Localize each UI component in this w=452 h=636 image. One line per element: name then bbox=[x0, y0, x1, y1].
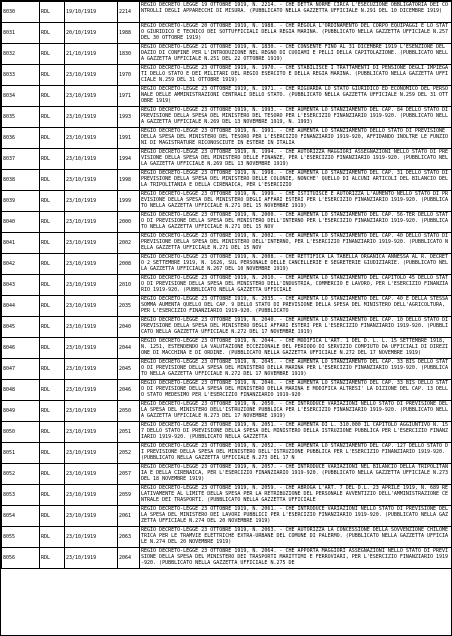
act-type: RDL bbox=[40, 296, 65, 317]
act-description-text: REGIO DECRETO-LEGGE 23 OTTOBRE 1919, N. 2008. - CHE RETTIFICA LA TABELLA ORGANICA ANNESSA AL R. DECRETO 2 SETTEMBRE 1919, N. 1626, SUL PERSONALE DELLE CANCELLERIE E SEGRETERIE GIUDIZIARIE. (PUBBLICATO NELLA GAZZETTA UFFICIALE N.267 DEL 10 NOVEMBRE 1919) bbox=[141, 254, 449, 272]
table-row bbox=[2, 233, 452, 254]
act-description bbox=[140, 2, 452, 23]
table-row bbox=[2, 107, 452, 128]
table-row bbox=[2, 65, 452, 86]
act-number: 2000 bbox=[118, 212, 140, 233]
act-type: RDL bbox=[40, 485, 65, 506]
table-row bbox=[2, 548, 452, 569]
act-description-text: REGIO DECRETO-LEGGE 23 OTTOBRE 1919, N. 1993. - CHE AUMENTA LO STANZIAMENTO DEL CAP. 84 DELLO STATO DI PREVISIONE DELLA SPESA DEL MINISTERO DEL TESORO PER L'ESERCIZIO FINANZIARIO 1919-920. (PUBBLICATO NELLA GAZZETTA UFFICIALE N.269 DEL 13 NOVEMBRE 1919, N. 1993) bbox=[141, 107, 449, 125]
act-description-text: REGIO DECRETO-LEGGE 23 OTTOBRE 1919, N. 1970. - CHE STABILISCE I TRATTAMENTI DI PENSIONE DEGLI IMPIEGATI DELLO STATO E DEI MILITARI DEL REGIO ESERCITO E DELLA REGIA MARINA. (PUBBLICATO NELLA GAZZETTA UFFICIALE N.259 DEL 31 OTTOBRE 1919) bbox=[141, 65, 449, 83]
act-description bbox=[140, 191, 452, 212]
act-number: 1999 bbox=[118, 191, 140, 212]
act-description-text: REGIO DECRETO-LEGGE 23 OTTOBRE 1919, N. 2059. - CHE ABROGA L'ART. 7 DEL D.L. 23 APRILE 1919, N. 689 RELATIVAMENTE AL LIMITE DELLA SPESA PER LA RETRIBUZIONE DEL PERSONALE AVVENTIZIO DELL'AMMINISTRAZIONE CENTRALE DEI TRASPORTI. (PUBBLICATO NELLA GAZZETTA UFFICIALE bbox=[141, 485, 449, 503]
act-number: 2035 bbox=[118, 296, 140, 317]
act-type: RDL bbox=[40, 443, 65, 464]
table-row bbox=[2, 527, 452, 548]
act-description-text: REGIO DECRETO-LEGGE 23 OTTOBRE 1919, N. 2035. - CHE AUMENTA LO STANZIAMENTO DEL CAP. 40 E DELLA STESSA SOMMA AUMENTA QUELLO DEL CAP. 9 DELLO STATO DI PREVISIONE DELLA SPESA DEL MINISTERO DELL'AGRICOLTURA, PER L'ESERCIZIO FINANZIARIO 1919-920. (PUBBLICATO bbox=[141, 296, 449, 314]
row-number: 8035 bbox=[2, 107, 40, 128]
row-number: 8049 bbox=[2, 401, 40, 422]
row-number: 8047 bbox=[2, 359, 40, 380]
row-number: 8037 bbox=[2, 149, 40, 170]
act-date: 23/10/1919 bbox=[65, 527, 118, 548]
act-description-text: REGIO DECRETO-LEGGE 23 OTTOBRE 1919, N. 2063. - CHE AUTORIZZA LA CONCESSIONE DELLA SOVVENZIONE CHILOMETRICA PER LE TRAMVIE ELETTRICHE EXTRA-URBANE DEL COMUNE DI PALERMO. (PUBBLICATO NELLA GAZZETTA UFFICIALE N.274 DEL 20 NOVEMBRE 1919) bbox=[141, 527, 449, 545]
act-type: RDL bbox=[40, 170, 65, 191]
row-number: 8031 bbox=[2, 23, 40, 44]
table-row bbox=[2, 317, 452, 338]
act-description-text: REGIO DECRETO-LEGGE 23 OTTOBRE 1919, N. 1999. - CHE ISTITUISCE E AUTORIZZA L'AUMENTO NELLO STATO DI PREVISIONE DELLA SPESA DEL MINISTERO DEGLI AFFARI ESTERI PER L'ESERCIZIO FINANZIARIO 1919-920. (PUBBLICATO NELLA GAZZETTA UFFICIALE N.271 DEL 15 NOVEMBRE 1919) bbox=[141, 191, 449, 209]
act-description bbox=[140, 443, 452, 464]
row-number: 8056 bbox=[2, 548, 40, 569]
act-type: RDL bbox=[40, 86, 65, 107]
act-date: 23/10/1919 bbox=[65, 296, 118, 317]
table-row bbox=[2, 212, 452, 233]
act-type: RDL bbox=[40, 65, 65, 86]
act-number: 2061 bbox=[118, 506, 140, 527]
table-row bbox=[2, 170, 452, 191]
act-description bbox=[140, 422, 452, 443]
table-row bbox=[2, 401, 452, 422]
act-number: 2059 bbox=[118, 485, 140, 506]
act-description-text: REGIO DECRETO-LEGGE 23 OTTOBRE 1919, N. 2000. - CHE AUMENTA LO STANZIAMENTO DEL CAP. 56-TER DELLO STATO DI PREVISIONE DELLA SPESA DEL MINISTERO DELL'INTERNO PER L'ESERCIZIO FINANZIARIO 1919-920. (PUBBLICATO NELLA GAZZETTA UFFICIALE N.271 DEL 15 NOV bbox=[141, 212, 449, 230]
act-description bbox=[140, 296, 452, 317]
act-number: 2046 bbox=[118, 380, 140, 401]
act-description bbox=[140, 485, 452, 506]
act-description-text: REGIO DECRETO-LEGGE 23 OTTOBRE 1919, N. 2061. - CHE INTRODUCE VARIAZIONI NELLO STATO DI PREVISIONE DELLA SPESA DEL MINISTERO DEI LAVORI PUBBLICI PER L'ESERCIZIO FINANZIARIO 1919-920. (PUBBLICATO NELLA GAZZETTA UFFICIALE N.274 DEL 20 NOVEMBRE 1919) bbox=[141, 506, 449, 524]
legislation-table bbox=[1, 1, 452, 569]
act-date: 23/10/1919 bbox=[65, 338, 118, 359]
table-row bbox=[2, 128, 452, 149]
act-description bbox=[140, 212, 452, 233]
table-row bbox=[2, 338, 452, 359]
act-description bbox=[140, 170, 452, 191]
act-date: 20/10/1919 bbox=[65, 23, 118, 44]
row-number: 8043 bbox=[2, 275, 40, 296]
row-number: 8054 bbox=[2, 506, 40, 527]
act-date: 23/10/1919 bbox=[65, 233, 118, 254]
row-number: 8034 bbox=[2, 86, 40, 107]
act-number: 2063 bbox=[118, 527, 140, 548]
act-date: 23/10/1919 bbox=[65, 191, 118, 212]
row-number: 8039 bbox=[2, 191, 40, 212]
act-date: 23/10/1919 bbox=[65, 275, 118, 296]
act-date: 23/10/1919 bbox=[65, 254, 118, 275]
row-number: 8052 bbox=[2, 464, 40, 485]
act-description bbox=[140, 359, 452, 380]
act-description bbox=[140, 107, 452, 128]
act-date: 23/10/1919 bbox=[65, 548, 118, 569]
act-description-text: REGIO DECRETO-LEGGE 23 OTTOBRE 1919, N. 2050. - CHE INTRODUCE VARIAZIONI NELLO STATO DI PREVISIONE DELLA SPESA DEL MINISTERO DELL'ISTRUZIONE PUBBLICA PER L'ESERCIZIO FINANZIARIO 1919-920. (PUBBLICATO NELLA GAZZETTA UFFICIALE N.273 DEL 17 NOVEMBRE 1919) bbox=[141, 401, 449, 419]
act-type: RDL bbox=[40, 338, 65, 359]
act-date: 23/10/1919 bbox=[65, 86, 118, 107]
act-description bbox=[140, 506, 452, 527]
act-date: 23/10/1919 bbox=[65, 317, 118, 338]
act-number: 1991 bbox=[118, 128, 140, 149]
act-date: 23/10/1919 bbox=[65, 422, 118, 443]
act-number: 2214 bbox=[118, 2, 140, 23]
act-number: 2052 bbox=[118, 443, 140, 464]
act-type: RDL bbox=[40, 2, 65, 23]
row-number: 8050 bbox=[2, 422, 40, 443]
act-description bbox=[140, 233, 452, 254]
act-description-text: REGIO DECRETO LEGGE 19 OTTOBRE 1919, N. 2214. - CHE DETTA NORME CIRCA L'ESECUZIONE OBBLIGATORIA DEI CONTROLLI DEGLI APPARECCHI DI MISURA. (PUBBLICATO NELLA GAZZETTA UFFICIALE N.291 DEL 10 DICEMBRE 1919) bbox=[141, 2, 449, 14]
table-row bbox=[2, 254, 452, 275]
act-description bbox=[140, 149, 452, 170]
act-description bbox=[140, 380, 452, 401]
act-number: 1988 bbox=[118, 23, 140, 44]
act-description-text: REGIO DECRETO-LEGGE 23 OTTOBRE 1919, N. 2052. - CHE AUMENTA LO STANZIAMENTO DEL CAP. 127 DELLO STATO DI PREVISIONE DELLA SPESA DEL MINISTERO DELL'ISTRUZIONE PUBBLICA PER L'ESERCIZIO FINANZIARIO 1919-920. (PUBBLICATO NELLA GAZZETTA UFFICIALE N.273 DEL 17 N bbox=[141, 443, 449, 461]
act-description bbox=[140, 128, 452, 149]
act-date: 23/10/1919 bbox=[65, 506, 118, 527]
act-number: 2040 bbox=[118, 317, 140, 338]
table-row bbox=[2, 2, 452, 23]
act-description-text: REGIO DECRETO-LEGGE 23 OTTOBRE 1919, N. 1971. - CHE RIGUARDA LO STATO GIURIDICO ED ECONOMICO DEL PERSONALE DELLE AMMINISTRAZIONI CENTRALI DELLO STATO. (PUBBLICATO NELLA GAZZETTA UFFICIALE N.259 DEL 31 OTTOBRE 1919) bbox=[141, 86, 449, 104]
act-description-text: REGIO DECRETO-LEGGE 23 OTTOBRE 1919, N. 2002. - CHE AUMENTA LO STANZIAMENTO DEL CAP. 40 DELLO STATO DI PREVISIONE DELLA SPESA DEL MINISTERO DELL'INTERNO, PER L'ESERCIZIO FINANZIARIO 1919-920. (PUBBLICATO NELLA GAZZETTA UFFICIALE N.271 DEL 15 NOV bbox=[141, 233, 449, 251]
act-date: 23/10/1919 bbox=[65, 485, 118, 506]
table-row bbox=[2, 44, 452, 65]
act-description-text: REGIO DECRETO-LEGGE 20 OTTOBRE 1919, N. 1988. - CHE REGOLA L'ORDINAMENTO DEL CORPO EQUIPAGGI E LO STATO GIURIDICO E TECNICO DEI SOTTUFFICIALI DELLA REGIA MARINA. (PUBBLICATO NELLA GAZZETTA UFFICIALE N.257 DEL 30 OTTOBRE 1919) bbox=[141, 23, 449, 41]
row-number: 8048 bbox=[2, 380, 40, 401]
act-date: 19/10/1919 bbox=[65, 2, 118, 23]
act-date: 23/10/1919 bbox=[65, 128, 118, 149]
act-date: 23/10/1919 bbox=[65, 380, 118, 401]
row-number: 8045 bbox=[2, 317, 40, 338]
table-row bbox=[2, 191, 452, 212]
table-row bbox=[2, 485, 452, 506]
act-number: 1993 bbox=[118, 107, 140, 128]
act-description bbox=[140, 254, 452, 275]
row-number: 8042 bbox=[2, 254, 40, 275]
act-description bbox=[140, 65, 452, 86]
act-description-text: REGIO DECRETO-LEGGE 23 OTTOBRE 1919, N. 2010. - CHE AUMENTA LO STANZIAMENTO DEL CAPITOLO 45 DELLO STATO DI PREVISIONE DELLA SPESA DEL MINISTERO DELL'INDUSTRIA, COMMERCIO E LAVORO, PER L'ESERCIZIO FINANZIARIO 1919-920. (PUBBLICATO NELLA GAZZETTA UFFICIALE bbox=[141, 275, 449, 293]
act-description bbox=[140, 44, 452, 65]
act-type: RDL bbox=[40, 401, 65, 422]
act-description bbox=[140, 86, 452, 107]
act-date: 23/10/1919 bbox=[65, 443, 118, 464]
act-date: 23/10/1919 bbox=[65, 212, 118, 233]
row-number: 8046 bbox=[2, 338, 40, 359]
act-date: 23/10/1919 bbox=[65, 359, 118, 380]
act-description bbox=[140, 23, 452, 44]
act-number: 1998 bbox=[118, 170, 140, 191]
act-type: RDL bbox=[40, 548, 65, 569]
table-row bbox=[2, 464, 452, 485]
act-number: 1994 bbox=[118, 149, 140, 170]
act-type: RDL bbox=[40, 23, 65, 44]
act-type: RDL bbox=[40, 191, 65, 212]
act-description bbox=[140, 275, 452, 296]
row-number: 8041 bbox=[2, 233, 40, 254]
act-type: RDL bbox=[40, 380, 65, 401]
row-number: 8040 bbox=[2, 212, 40, 233]
act-description-text: REGIO DECRETO-LEGGE 23 OTTOBRE 1919, N. 2064. - CHE APPORTA MAGGIORI ASSEGNAZIONI NELLO STATO DI PREVISIONE DELLA SPESA DEL MINISTERO DEI TRASPORTI MARITTIMI E FERROVIARI, PER L'ESERCIZIO FINANZIARIO 1919-920. (PUBBLICATO NELLA GAZZETTA UFFICIALE N.275 DE bbox=[141, 548, 449, 566]
act-description bbox=[140, 548, 452, 569]
table-row bbox=[2, 275, 452, 296]
table-row bbox=[2, 443, 452, 464]
act-number: 1830 bbox=[118, 44, 140, 65]
table-row bbox=[2, 422, 452, 443]
act-description-text: REGIO DECRETO-LEGGE 23 OTTOBRE 1919, N. 1991. - CHE AUMENTA LO STANZIAMENTO DELLO STATO DI PREVISIONE DELLA SPESA DEL MINISTERO DEL TESORO PER L'ESERCIZIO FINANZIARIO 1919-920, AFFIDANDO INOLTRE LE FUNZIONI DI MAGISTRATURE RICONOSCIUTE IN ESTERE IN ITALIA bbox=[141, 128, 449, 146]
act-type: RDL bbox=[40, 128, 65, 149]
act-number: 1971 bbox=[118, 86, 140, 107]
row-number: 8032 bbox=[2, 44, 40, 65]
row-number: 8033 bbox=[2, 65, 40, 86]
act-date: 23/10/1919 bbox=[65, 401, 118, 422]
act-number: 2051 bbox=[118, 422, 140, 443]
act-type: RDL bbox=[40, 233, 65, 254]
act-description bbox=[140, 401, 452, 422]
act-type: RDL bbox=[40, 422, 65, 443]
act-number: 2057 bbox=[118, 464, 140, 485]
row-number: 8053 bbox=[2, 485, 40, 506]
act-date: 23/10/1919 bbox=[65, 107, 118, 128]
act-number: 2008 bbox=[118, 254, 140, 275]
act-type: RDL bbox=[40, 254, 65, 275]
act-description-text: REGIO DECRETO-LEGGE 23 OTTOBRE 1919, N. 1998. - CHE AUMENTA LO STANZIAMENTO DEL CAP. 31 DELLO STATO DI PREVISIONE DELLA SPESA DEL MINISTERO DELLE COLONIE, NONCHE' QUELLO DI ALCUNI ARTICOLI DEL BILANCIO DELLA TRIPOLITANIA E DELLA CIRENAICA, PER L'ESERCIZIO bbox=[141, 170, 449, 188]
act-description-text: REGIO DECRETO-LEGGE 23 OTTOBRE 1919, N. 2051. - CHE AUMENTA DI L. 310.000 IL CAPITOLO AGGIUNTIVO N. 157 DELLO STATO DI PREVISIONE DELLA SPESA DEL MINISTERO DELLA ISTRUZIONE PUBBLICA PER L'ESERCIZIO FINANZIARIO 1919-920. (PUBBLICATO NELLA GAZZETTA bbox=[141, 422, 449, 440]
act-date: 23/10/1919 bbox=[65, 65, 118, 86]
act-type: RDL bbox=[40, 275, 65, 296]
table-body bbox=[2, 2, 452, 569]
row-number: 8044 bbox=[2, 296, 40, 317]
row-number: 8051 bbox=[2, 443, 40, 464]
act-number: 2044 bbox=[118, 338, 140, 359]
act-number: 2045 bbox=[118, 359, 140, 380]
row-number: 8036 bbox=[2, 128, 40, 149]
act-number: 2050 bbox=[118, 401, 140, 422]
row-number: 8055 bbox=[2, 527, 40, 548]
table-row bbox=[2, 359, 452, 380]
act-type: RDL bbox=[40, 317, 65, 338]
act-number: 2010 bbox=[118, 275, 140, 296]
act-number: 1970 bbox=[118, 65, 140, 86]
table-row bbox=[2, 296, 452, 317]
act-number: 2064 bbox=[118, 548, 140, 569]
act-description bbox=[140, 338, 452, 359]
act-type: RDL bbox=[40, 464, 65, 485]
table-row bbox=[2, 86, 452, 107]
act-description-text: REGIO DECRETO-LEGGE 23 OTTOBRE 1919, N. 2040. - CHE AUMENTA LO STANZIAMENTO DEL CAP. 10 DELLO STATO DI PREVISIONE DELLA SPESA DEL MINISTERO DEGLI AFFARI ESTERI PER L'ESERCIZIO FINANZIARIO 1919-920. (PUBBLICATO NELLA GAZZETTA UFFICIALE N.272 DEL 17 NOVEMBRE 1919) bbox=[141, 317, 449, 335]
act-description-text: REGIO DECRETO-LEGGE 23 OTTOBRE 1919, N. 2044. - CHE MODIFICA L'ART. 1 DEL D. L. L. 15 SETTEMBRE 1918, N. 1251, ESTENDENDO LA VALUTAZIONE ECCEZIONALE DEL PERIODO DI SERVIZIO COMPIUTO DA UFFICIALI DI DIREZIONE DI MACCHINA E DI ORDINE. (PUBBLICATO NELLA GAZZETTA UFFICIALE N.272 DEL 17 NOVEMBRE 1919) bbox=[141, 338, 449, 356]
table-row bbox=[2, 23, 452, 44]
act-date: 23/10/1919 bbox=[65, 149, 118, 170]
act-type: RDL bbox=[40, 506, 65, 527]
row-number: 8038 bbox=[2, 170, 40, 191]
table-row bbox=[2, 380, 452, 401]
row-number: 8030 bbox=[2, 2, 40, 23]
act-description-text: REGIO DECRETO-LEGGE 23 OTTOBRE 1919, N. 2046. - CHE AUMENTA LO STANZIAMENTO DEL CAP. 33 BIS DELLO STATO DI PREVISIONE DELLA SPESA DEL MINISTERO DELLA MARINA E MODIFICA ALTRESI' LA DIZIONE DEL CAP. 13 DELLO STATO MEDESIMO PER L'ESERCIZIO FINANZIARIO 1919-920 bbox=[141, 380, 449, 398]
act-description-text: REGIO DECRETO-LEGGE 23 OTTOBRE 1919, N. 2057. - CHE INTRODUCE VARIAZIONI NEL BILANCIO DELLA TRIPOLITANIA E DELLA CIRENAICA, PER L'ESERCIZIO FINANZIARIO 1919-920. (PUBBLICATO NELLA GAZZETTA UFFICIALE N.273 DEL 18 NOVEMBRE 1919) bbox=[141, 464, 449, 482]
act-date: 23/10/1919 bbox=[65, 464, 118, 485]
act-type: RDL bbox=[40, 107, 65, 128]
act-description bbox=[140, 527, 452, 548]
act-type: RDL bbox=[40, 212, 65, 233]
table-row bbox=[2, 149, 452, 170]
table-row bbox=[2, 506, 452, 527]
act-description-text: REGIO DECRETO-LEGGE 23 OTTOBRE 1919, N. 1994. - CHE AUTORIZZA MAGGIORI ASSEGNAZIONI NELLO STATO DI PREVISIONE DELLA SPESA DEL MINISTERO DELLE FINANZE, PER L'ESERCIZIO FINANZIARIO 1919-920. (PUBBLICATO NELLA GAZZETTA UFFICIALE N.269 DEL 13 NOVEMBRE 1919) bbox=[141, 149, 449, 167]
act-type: RDL bbox=[40, 527, 65, 548]
act-type: RDL bbox=[40, 149, 65, 170]
act-type: RDL bbox=[40, 44, 65, 65]
act-description bbox=[140, 464, 452, 485]
act-description-text: REGIO DECRETO-LEGGE 23 OTTOBRE 1919, N. 2045. - CHE AUMENTA LO STANZIAMENTO DEL CAP. 33 BIS DELLO STATO DI PREVISIONE DELLA SPESA DEL MINISTERO DELLA MARINA PER L'ESERCIZIO FINANZIARIO 1919-920. (PUBBLICATO NELLA GAZZETTA UFFICIALE N.272 DEL 17 NOVEMBRE 1919) bbox=[141, 359, 449, 377]
act-number: 2002 bbox=[118, 233, 140, 254]
act-date: 21/10/1919 bbox=[65, 44, 118, 65]
act-date: 23/10/1919 bbox=[65, 170, 118, 191]
act-description-text: REGIO DECRETO-LEGGE 21 OTTOBRE 1919, N. 1830. - CHE CONSENTE FINO AL 31 DICEMBRE 1919 L'ESENZIONE DEL DAZIO DI CONFINE PER L'INTRODUZIONE NEL REGNO DI CUOIAMI E PELLI DELLA CAPITOLAZIONE. (PUBBLICATO NELLA GAZZETTA UFFICIALE N.251 DEL 22 OTTOBRE 1919) bbox=[141, 44, 449, 62]
act-type: RDL bbox=[40, 359, 65, 380]
act-description bbox=[140, 317, 452, 338]
